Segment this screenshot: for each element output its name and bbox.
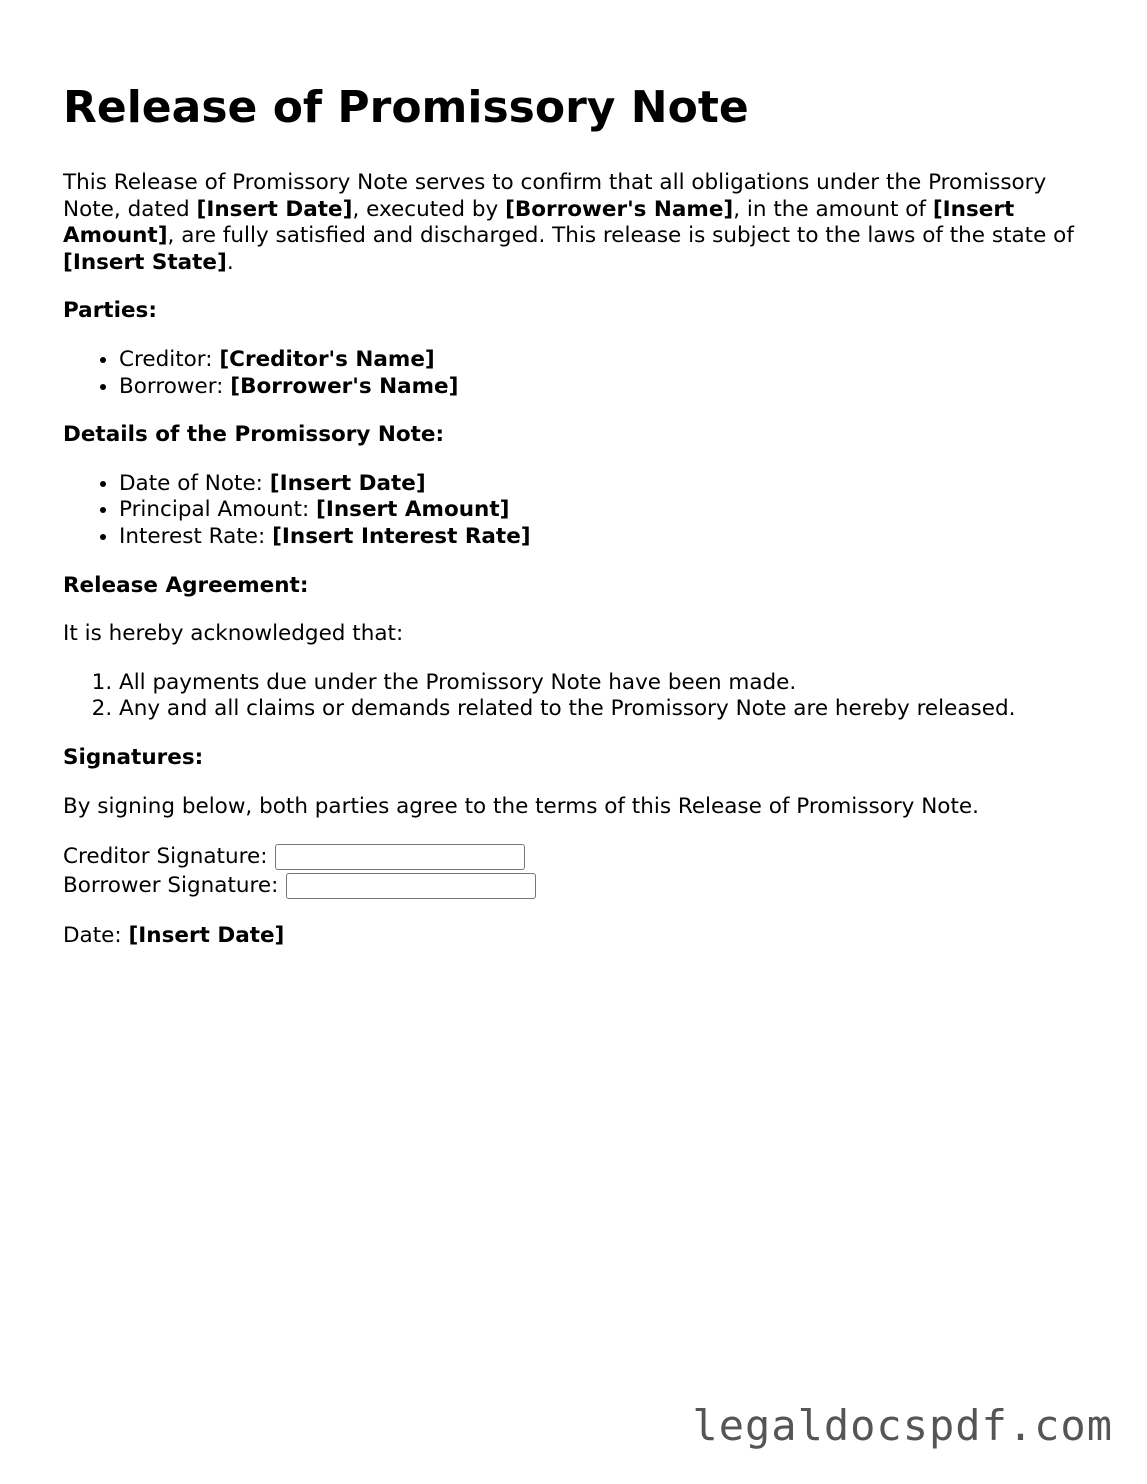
intro-text-2: , executed by	[352, 196, 506, 222]
intro-borrower-placeholder: [Borrower's Name]	[505, 196, 734, 222]
party-value: [Borrower's Name]	[230, 373, 459, 399]
list-item: 1. All payments due under the Promissory Note have been made.	[119, 670, 1083, 697]
list-item	[119, 347, 1083, 374]
party-label: Borrower:	[119, 373, 231, 399]
document-title: Release of Promissory Note	[63, 82, 749, 133]
list-item	[119, 524, 1083, 551]
parties-heading: Parties:	[63, 298, 157, 324]
creditor-signature-field[interactable]	[275, 844, 525, 870]
detail-label: Date of Note:	[119, 470, 270, 496]
signatures-intro: By signing below, both parties agree to the terms of this Release of Promissory Note.	[63, 793, 979, 819]
date-line	[63, 923, 1083, 950]
release-intro: It is hereby acknowledged that:	[63, 621, 404, 647]
detail-label: Interest Rate:	[119, 523, 273, 549]
detail-value: [Insert Date]	[269, 470, 426, 496]
detail-label: Principal Amount:	[119, 497, 317, 523]
details-list	[63, 471, 1083, 551]
intro-amount-placeholder: [Insert Amount]	[63, 196, 1015, 249]
intro-state-placeholder: [Insert State]	[63, 249, 227, 275]
intro-text-4: , are fully satisfied and discharged. This release is subject to the laws of the state of	[167, 223, 1074, 249]
date-placeholder: [Insert Date]	[128, 923, 285, 949]
details-heading: Details of the Promissory Note:	[63, 422, 445, 448]
date-label: Date:	[63, 923, 129, 949]
document	[63, 80, 1083, 972]
detail-value: [Insert Interest Rate]	[272, 523, 531, 549]
intro-text-3: , in the amount of	[733, 196, 933, 222]
signature-block	[63, 842, 1083, 901]
borrower-signature-row	[63, 872, 1083, 902]
release-list	[63, 670, 1083, 723]
release-heading: Release Agreement:	[63, 572, 309, 598]
borrower-signature-label: Borrower Signature:	[63, 873, 279, 899]
detail-value: [Insert Amount]	[316, 497, 510, 523]
list-item: 2. Any and all claims or demands related to the Promissory Note are hereby released.	[119, 696, 1083, 723]
signatures-heading: Signatures:	[63, 744, 204, 770]
intro-paragraph	[63, 170, 1083, 276]
creditor-signature-label: Creditor Signature:	[63, 843, 268, 869]
list-item	[119, 497, 1083, 524]
party-label: Creditor:	[119, 346, 220, 372]
party-value: [Creditor's Name]	[219, 346, 435, 372]
list-item	[119, 471, 1083, 498]
creditor-signature-row	[63, 842, 1083, 872]
borrower-signature-field[interactable]	[286, 873, 536, 899]
intro-text-5: .	[226, 249, 234, 275]
list-item	[119, 374, 1083, 401]
intro-date-placeholder: [Insert Date]	[196, 196, 353, 222]
watermark-logo: legaldocspdf.com	[692, 1401, 1113, 1450]
intro-text-1: This Release of Promissory Note serves to confirm that all obligations under the Promissory Note, dated	[63, 170, 1047, 222]
parties-list	[63, 347, 1083, 400]
